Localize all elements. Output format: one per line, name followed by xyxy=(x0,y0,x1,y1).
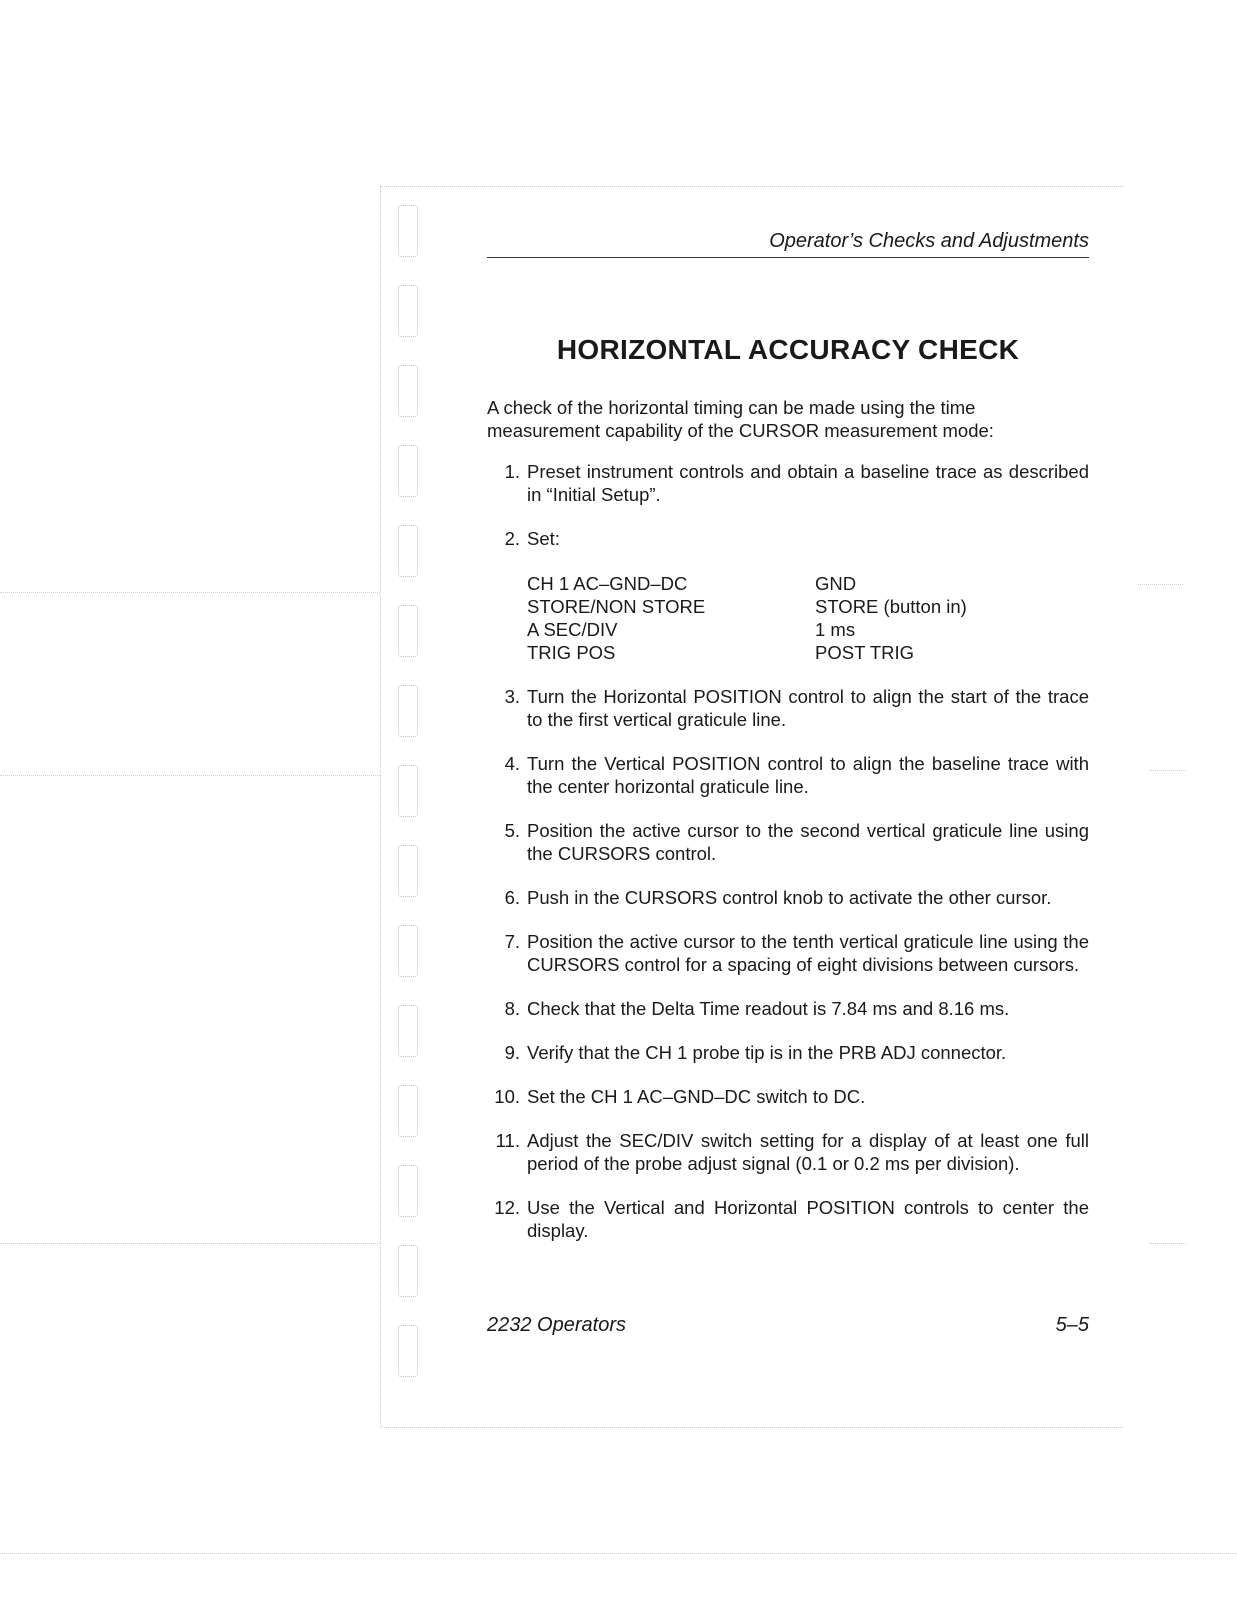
binder-hole xyxy=(398,365,418,417)
settings-row xyxy=(527,595,967,618)
step-number: 8. xyxy=(504,998,520,1019)
settings-row xyxy=(527,618,967,641)
step-text: Position the active cursor to the tenth vertical graticule line using the CURSORS control for a spacing of eight divisions between cursors. xyxy=(527,931,1089,975)
binder-hole xyxy=(398,605,418,657)
step-text: Set the CH 1 AC–GND–DC switch to DC. xyxy=(527,1086,866,1107)
step-text: Preset instrument controls and obtain a baseline trace as described in “Initial Setup”. xyxy=(527,461,1089,505)
binder-hole xyxy=(398,1005,418,1057)
binder-hole xyxy=(398,925,418,977)
step-5 xyxy=(487,819,1089,865)
section-title: HORIZONTAL ACCURACY CHECK xyxy=(556,334,1020,365)
step-number: 1. xyxy=(504,461,520,482)
binder-hole xyxy=(398,1325,418,1377)
binder-hole xyxy=(398,1245,418,1297)
setting-control: TRIG POS xyxy=(527,642,616,663)
binder-hole xyxy=(398,525,418,577)
step-number: 2. xyxy=(504,528,520,549)
step-11 xyxy=(487,1129,1089,1175)
step-text: Check that the Delta Time readout is 7.84 ms and 8.16 ms. xyxy=(527,998,1010,1019)
intro-paragraph: A check of the horizontal timing can be made using the time measurement capability of the CURSOR measurement mode: xyxy=(487,397,994,441)
setting-value: STORE (button in) xyxy=(815,596,967,617)
binder-hole xyxy=(398,765,418,817)
setting-value: POST TRIG xyxy=(815,642,915,663)
scan-line xyxy=(1150,770,1186,771)
step-7 xyxy=(487,930,1089,976)
step-8 xyxy=(487,997,1089,1020)
binder-hole xyxy=(398,1085,418,1137)
step-10 xyxy=(487,1085,1089,1108)
setting-value: 1 ms xyxy=(815,619,856,640)
scan-line xyxy=(0,592,380,593)
binder-hole xyxy=(398,205,418,257)
step-text: Set: xyxy=(527,528,560,549)
step-number: 4. xyxy=(504,753,520,774)
step-9 xyxy=(487,1041,1089,1064)
step-number: 10. xyxy=(494,1086,520,1107)
footer-page-number: 5–5 xyxy=(1055,1314,1089,1336)
binder-hole xyxy=(398,285,418,337)
setting-control: A SEC/DIV xyxy=(527,619,618,640)
procedure-steps xyxy=(487,460,1089,1263)
step-text: Position the active cursor to the second vertical graticule line using the CURSORS control. xyxy=(527,820,1089,864)
step-text: Use the Vertical and Horizontal POSITION controls to center the display. xyxy=(527,1197,1089,1241)
step-number: 7. xyxy=(504,931,520,952)
step-text: Verify that the CH 1 probe tip is in the PRB ADJ connector. xyxy=(527,1042,1007,1063)
step-3 xyxy=(487,685,1089,731)
binder-hole xyxy=(398,445,418,497)
binder-hole xyxy=(398,845,418,897)
scan-line xyxy=(0,1243,380,1244)
scan-line xyxy=(0,1553,1237,1554)
step-2 xyxy=(487,527,1089,664)
setting-control: CH 1 AC–GND–DC xyxy=(527,573,688,594)
binder-hole xyxy=(398,1165,418,1217)
step-text: Turn the Horizontal POSITION control to align the start of the trace to the first vertical graticule line. xyxy=(527,686,1089,730)
step-4 xyxy=(487,752,1089,798)
step-12 xyxy=(487,1196,1089,1242)
scan-line xyxy=(0,775,380,776)
step-number: 12. xyxy=(494,1197,520,1218)
step-number: 9. xyxy=(504,1042,520,1063)
step-number: 5. xyxy=(504,820,520,841)
footer-manual-title: 2232 Operators xyxy=(487,1314,626,1336)
step-text: Push in the CURSORS control knob to activate the other cursor. xyxy=(527,887,1052,908)
step-1 xyxy=(487,460,1089,506)
scan-line xyxy=(1150,1243,1186,1244)
settings-table xyxy=(527,572,967,664)
step-6 xyxy=(487,886,1089,909)
settings-row xyxy=(527,572,967,595)
step-number: 3. xyxy=(504,686,520,707)
step-number: 6. xyxy=(504,887,520,908)
step-text: Adjust the SEC/DIV switch setting for a display of at least one full period of the probe adjust signal (0.1 or 0.2 ms per division). xyxy=(527,1130,1089,1174)
binder-hole xyxy=(398,685,418,737)
running-head: Operator’s Checks and Adjustments xyxy=(487,230,1089,258)
step-number: 11. xyxy=(495,1130,520,1151)
setting-value: GND xyxy=(815,573,857,594)
setting-control: STORE/NON STORE xyxy=(527,596,706,617)
scan-line xyxy=(1138,584,1183,585)
step-text: Turn the Vertical POSITION control to align the baseline trace with the center horizontal graticule line. xyxy=(527,753,1089,797)
settings-row xyxy=(527,641,967,664)
